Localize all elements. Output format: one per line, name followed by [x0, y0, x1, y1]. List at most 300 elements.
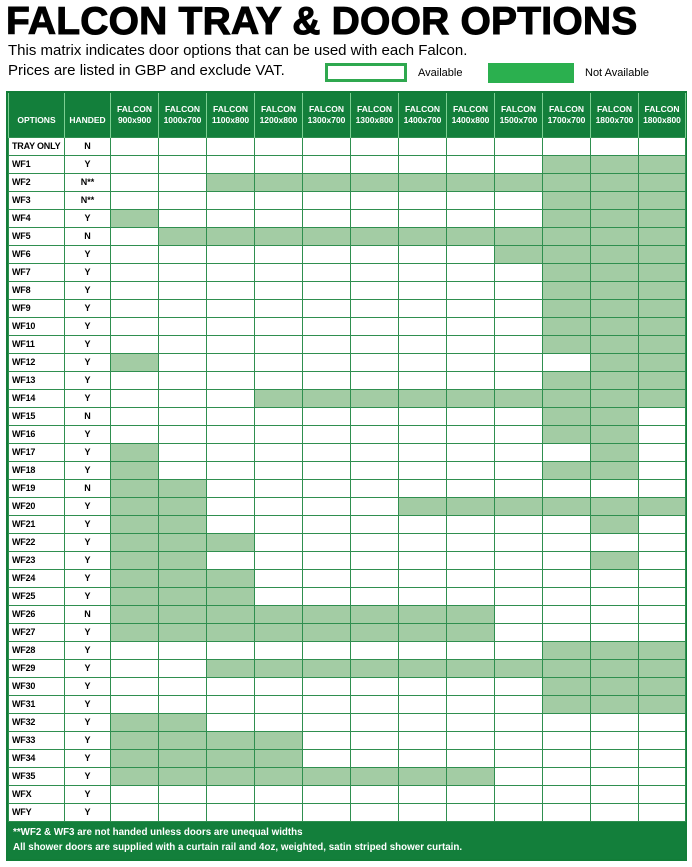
available-cell — [447, 281, 495, 299]
not-available-cell — [255, 173, 303, 191]
available-cell — [543, 767, 591, 785]
column-header-size: 1200x800 — [259, 114, 298, 125]
available-cell — [159, 803, 207, 821]
available-cell — [639, 533, 686, 551]
handed-cell: N — [65, 479, 111, 497]
available-cell — [351, 209, 399, 227]
not-available-cell — [351, 659, 399, 677]
available-cell — [351, 191, 399, 209]
available-cell — [447, 515, 495, 533]
not-available-cell — [543, 263, 591, 281]
available-cell — [255, 407, 303, 425]
not-available-cell — [159, 569, 207, 587]
available-cell — [303, 245, 351, 263]
available-cell — [447, 569, 495, 587]
available-cell — [159, 281, 207, 299]
not-available-cell — [159, 479, 207, 497]
option-name-cell: WF22 — [9, 533, 65, 551]
legend-available-label: Available — [418, 67, 463, 79]
table-row — [9, 389, 686, 407]
available-cell — [495, 425, 543, 443]
footer-note-handed: **WF2 & WF3 are not handed unless doors are unequal widths — [13, 826, 303, 838]
available-cell — [591, 137, 639, 155]
available-cell — [543, 785, 591, 803]
available-cell — [303, 281, 351, 299]
available-cell — [495, 695, 543, 713]
available-cell — [639, 407, 686, 425]
available-cell — [255, 191, 303, 209]
option-name-cell: WFY — [9, 803, 65, 821]
option-name-cell: WF32 — [9, 713, 65, 731]
handed-cell: Y — [65, 497, 111, 515]
option-name-cell: WF5 — [9, 227, 65, 245]
available-cell — [159, 785, 207, 803]
not-available-cell — [399, 659, 447, 677]
not-available-cell — [639, 497, 686, 515]
available-cell — [495, 317, 543, 335]
column-header-model: FALCON — [117, 103, 152, 114]
column-header-model: FALCON — [453, 103, 488, 114]
not-available-cell — [591, 407, 639, 425]
available-cell — [303, 335, 351, 353]
available-cell — [591, 731, 639, 749]
available-cell — [495, 137, 543, 155]
not-available-cell — [543, 677, 591, 695]
table-row — [9, 803, 686, 821]
available-cell — [111, 785, 159, 803]
not-available-cell — [591, 191, 639, 209]
not-available-cell — [159, 749, 207, 767]
available-cell — [591, 569, 639, 587]
column-header-model: FALCON — [644, 103, 680, 114]
available-cell — [399, 479, 447, 497]
column-header-falcon-1400x700 — [399, 93, 447, 137]
not-available-cell — [543, 641, 591, 659]
option-name-cell: WF17 — [9, 443, 65, 461]
not-available-cell — [447, 173, 495, 191]
available-cell — [591, 605, 639, 623]
available-cell — [399, 137, 447, 155]
available-cell — [399, 191, 447, 209]
available-cell — [159, 389, 207, 407]
table-body — [9, 137, 686, 821]
available-cell — [111, 137, 159, 155]
not-available-cell — [111, 569, 159, 587]
options-matrix — [6, 91, 687, 861]
not-available-cell — [111, 749, 159, 767]
available-cell — [303, 299, 351, 317]
available-cell — [351, 137, 399, 155]
available-cell — [543, 803, 591, 821]
available-cell — [399, 533, 447, 551]
not-available-cell — [447, 659, 495, 677]
available-cell — [207, 137, 255, 155]
not-available-cell — [543, 317, 591, 335]
not-available-cell — [447, 389, 495, 407]
not-available-cell — [495, 389, 543, 407]
option-name-cell: WF30 — [9, 677, 65, 695]
not-available-cell — [207, 623, 255, 641]
not-available-cell — [591, 245, 639, 263]
available-cell — [111, 677, 159, 695]
not-available-cell — [207, 731, 255, 749]
available-cell — [111, 227, 159, 245]
available-cell — [255, 443, 303, 461]
available-cell — [351, 587, 399, 605]
available-cell — [255, 569, 303, 587]
available-cell — [303, 749, 351, 767]
not-available-cell — [111, 515, 159, 533]
column-header-falcon-1400x800 — [447, 93, 495, 137]
available-cell — [111, 335, 159, 353]
handed-cell: Y — [65, 155, 111, 173]
available-cell — [111, 659, 159, 677]
available-cell — [447, 263, 495, 281]
available-cell — [447, 191, 495, 209]
available-cell — [399, 371, 447, 389]
available-cell — [447, 371, 495, 389]
available-cell — [543, 749, 591, 767]
not-available-cell — [207, 533, 255, 551]
available-cell — [447, 425, 495, 443]
not-available-cell — [111, 713, 159, 731]
available-cell — [255, 299, 303, 317]
column-header-size: 1000x700 — [163, 114, 202, 125]
table-row — [9, 659, 686, 677]
option-name-cell: WF31 — [9, 695, 65, 713]
column-header-size: 1300x800 — [355, 114, 394, 125]
column-header-falcon-1200x800 — [255, 93, 303, 137]
available-cell — [591, 767, 639, 785]
not-available-cell — [543, 245, 591, 263]
available-cell — [447, 479, 495, 497]
option-name-cell: WF2 — [9, 173, 65, 191]
available-cell — [351, 803, 399, 821]
available-cell — [207, 515, 255, 533]
not-available-cell — [495, 497, 543, 515]
not-available-cell — [543, 209, 591, 227]
not-available-cell — [591, 515, 639, 533]
available-cell — [255, 677, 303, 695]
legend-not-available-swatch — [488, 63, 574, 83]
handed-cell: Y — [65, 461, 111, 479]
column-header-size: 1800x700 — [595, 114, 634, 125]
handed-cell: N — [65, 605, 111, 623]
available-cell — [303, 317, 351, 335]
available-cell — [591, 785, 639, 803]
not-available-cell — [399, 605, 447, 623]
available-cell — [159, 317, 207, 335]
handed-cell: Y — [65, 803, 111, 821]
available-cell — [495, 803, 543, 821]
handed-cell: Y — [65, 551, 111, 569]
column-header-model: FALCON — [405, 103, 440, 114]
available-cell — [207, 317, 255, 335]
column-header-size: 1100x800 — [211, 114, 250, 125]
not-available-cell — [351, 623, 399, 641]
available-cell — [255, 281, 303, 299]
available-cell — [351, 551, 399, 569]
table-row — [9, 281, 686, 299]
handed-cell: Y — [65, 569, 111, 587]
not-available-cell — [543, 191, 591, 209]
handed-cell: Y — [65, 425, 111, 443]
available-cell — [639, 605, 686, 623]
available-cell — [639, 551, 686, 569]
available-cell — [303, 209, 351, 227]
available-cell — [399, 263, 447, 281]
available-cell — [159, 245, 207, 263]
available-cell — [255, 263, 303, 281]
available-cell — [351, 281, 399, 299]
available-cell — [351, 317, 399, 335]
handed-cell: N — [65, 227, 111, 245]
option-name-cell: WF13 — [9, 371, 65, 389]
available-cell — [255, 353, 303, 371]
footer-note-curtain: All shower doors are supplied with a curtain rail and 4oz, weighted, satin striped shower curtain. — [13, 841, 463, 853]
table-row — [9, 263, 686, 281]
option-name-cell: WF1 — [9, 155, 65, 173]
not-available-cell — [111, 497, 159, 515]
column-header-size: 1800x800 — [643, 114, 681, 125]
table-row — [9, 353, 686, 371]
available-cell — [255, 245, 303, 263]
not-available-cell — [495, 227, 543, 245]
table-row — [9, 731, 686, 749]
handed-cell: Y — [65, 677, 111, 695]
available-cell — [639, 587, 686, 605]
not-available-cell — [591, 281, 639, 299]
column-header-model: FALCON — [501, 103, 536, 114]
available-cell — [255, 785, 303, 803]
available-cell — [447, 137, 495, 155]
table-row — [9, 677, 686, 695]
available-cell — [351, 353, 399, 371]
available-cell — [399, 515, 447, 533]
not-available-cell — [639, 317, 686, 335]
available-cell — [303, 155, 351, 173]
available-cell — [399, 245, 447, 263]
available-cell — [495, 731, 543, 749]
available-cell — [159, 425, 207, 443]
not-available-cell — [159, 731, 207, 749]
available-cell — [255, 479, 303, 497]
available-cell — [159, 443, 207, 461]
available-cell — [639, 803, 686, 821]
available-cell — [639, 623, 686, 641]
not-available-cell — [591, 209, 639, 227]
available-cell — [543, 443, 591, 461]
not-available-cell — [207, 749, 255, 767]
available-cell — [351, 245, 399, 263]
available-cell — [303, 587, 351, 605]
table-row — [9, 317, 686, 335]
available-cell — [351, 533, 399, 551]
option-name-cell: WF23 — [9, 551, 65, 569]
option-name-cell: WF24 — [9, 569, 65, 587]
available-cell — [495, 155, 543, 173]
table-row — [9, 425, 686, 443]
table-row — [9, 551, 686, 569]
not-available-cell — [159, 767, 207, 785]
not-available-cell — [543, 155, 591, 173]
available-cell — [255, 317, 303, 335]
available-cell — [255, 713, 303, 731]
table-row — [9, 299, 686, 317]
not-available-cell — [543, 497, 591, 515]
available-cell — [207, 353, 255, 371]
available-cell — [543, 605, 591, 623]
table-row — [9, 785, 686, 803]
not-available-cell — [591, 443, 639, 461]
not-available-cell — [111, 587, 159, 605]
available-cell — [543, 587, 591, 605]
available-cell — [207, 551, 255, 569]
available-cell — [207, 785, 255, 803]
available-cell — [351, 425, 399, 443]
not-available-cell — [255, 749, 303, 767]
available-cell — [591, 713, 639, 731]
available-cell — [351, 461, 399, 479]
not-available-cell — [159, 227, 207, 245]
available-cell — [447, 443, 495, 461]
handed-cell: Y — [65, 713, 111, 731]
option-name-cell: WF16 — [9, 425, 65, 443]
not-available-cell — [495, 659, 543, 677]
available-cell — [207, 407, 255, 425]
available-cell — [303, 533, 351, 551]
column-header-handed: HANDED — [65, 93, 111, 137]
not-available-cell — [543, 659, 591, 677]
available-cell — [159, 677, 207, 695]
table-row — [9, 155, 686, 173]
available-cell — [639, 137, 686, 155]
option-name-cell: WF26 — [9, 605, 65, 623]
column-header-size: 900x900 — [117, 114, 152, 125]
table-row — [9, 749, 686, 767]
available-cell — [543, 731, 591, 749]
not-available-cell — [591, 641, 639, 659]
available-cell — [399, 425, 447, 443]
option-name-cell: WF34 — [9, 749, 65, 767]
available-cell — [207, 335, 255, 353]
available-cell — [303, 407, 351, 425]
available-cell — [207, 713, 255, 731]
available-cell — [447, 785, 495, 803]
column-header-falcon-1800x800 — [639, 93, 686, 137]
table-row — [9, 479, 686, 497]
option-name-cell: WF33 — [9, 731, 65, 749]
available-cell — [399, 677, 447, 695]
not-available-cell — [111, 605, 159, 623]
handed-cell: Y — [65, 281, 111, 299]
table-header-row — [9, 93, 686, 137]
available-cell — [303, 497, 351, 515]
not-available-cell — [543, 425, 591, 443]
not-available-cell — [303, 227, 351, 245]
available-cell — [495, 281, 543, 299]
available-cell — [543, 551, 591, 569]
available-cell — [255, 533, 303, 551]
option-name-cell: WF3 — [9, 191, 65, 209]
available-cell — [159, 695, 207, 713]
table-row — [9, 605, 686, 623]
legend-not-available-label: Not Available — [585, 67, 650, 79]
not-available-cell — [639, 641, 686, 659]
handed-cell: Y — [65, 623, 111, 641]
available-cell — [159, 407, 207, 425]
available-cell — [447, 641, 495, 659]
column-header-size: 1400x700 — [403, 114, 442, 125]
handed-cell: Y — [65, 749, 111, 767]
legend-available-swatch — [325, 63, 407, 82]
available-cell — [351, 263, 399, 281]
not-available-cell — [639, 227, 686, 245]
available-cell — [207, 191, 255, 209]
available-cell — [111, 389, 159, 407]
available-cell — [639, 515, 686, 533]
column-header-falcon-1700x700 — [543, 93, 591, 137]
available-cell — [111, 173, 159, 191]
not-available-cell — [255, 623, 303, 641]
not-available-cell — [639, 299, 686, 317]
not-available-cell — [255, 605, 303, 623]
available-cell — [159, 371, 207, 389]
option-name-cell: WF11 — [9, 335, 65, 353]
not-available-cell — [639, 191, 686, 209]
not-available-cell — [591, 371, 639, 389]
column-header-size: 1500x700 — [499, 114, 538, 125]
available-cell — [303, 263, 351, 281]
available-cell — [399, 785, 447, 803]
available-cell — [495, 713, 543, 731]
not-available-cell — [159, 623, 207, 641]
handed-cell: Y — [65, 209, 111, 227]
available-cell — [207, 641, 255, 659]
available-cell — [351, 641, 399, 659]
not-available-cell — [639, 263, 686, 281]
available-cell — [543, 533, 591, 551]
available-cell — [447, 335, 495, 353]
available-cell — [111, 371, 159, 389]
not-available-cell — [207, 767, 255, 785]
available-cell — [495, 569, 543, 587]
not-available-cell — [111, 623, 159, 641]
available-cell — [303, 191, 351, 209]
handed-cell: Y — [65, 335, 111, 353]
available-cell — [111, 695, 159, 713]
available-cell — [543, 479, 591, 497]
not-available-cell — [543, 389, 591, 407]
not-available-cell — [159, 515, 207, 533]
handed-cell: Y — [65, 767, 111, 785]
handed-cell: Y — [65, 317, 111, 335]
available-cell — [399, 587, 447, 605]
available-cell — [495, 335, 543, 353]
table-row — [9, 371, 686, 389]
available-cell — [447, 407, 495, 425]
available-cell — [159, 659, 207, 677]
available-cell — [639, 731, 686, 749]
available-cell — [207, 299, 255, 317]
available-cell — [447, 749, 495, 767]
available-cell — [303, 569, 351, 587]
available-cell — [255, 641, 303, 659]
not-available-cell — [639, 155, 686, 173]
available-cell — [351, 515, 399, 533]
not-available-cell — [591, 317, 639, 335]
available-cell — [639, 749, 686, 767]
